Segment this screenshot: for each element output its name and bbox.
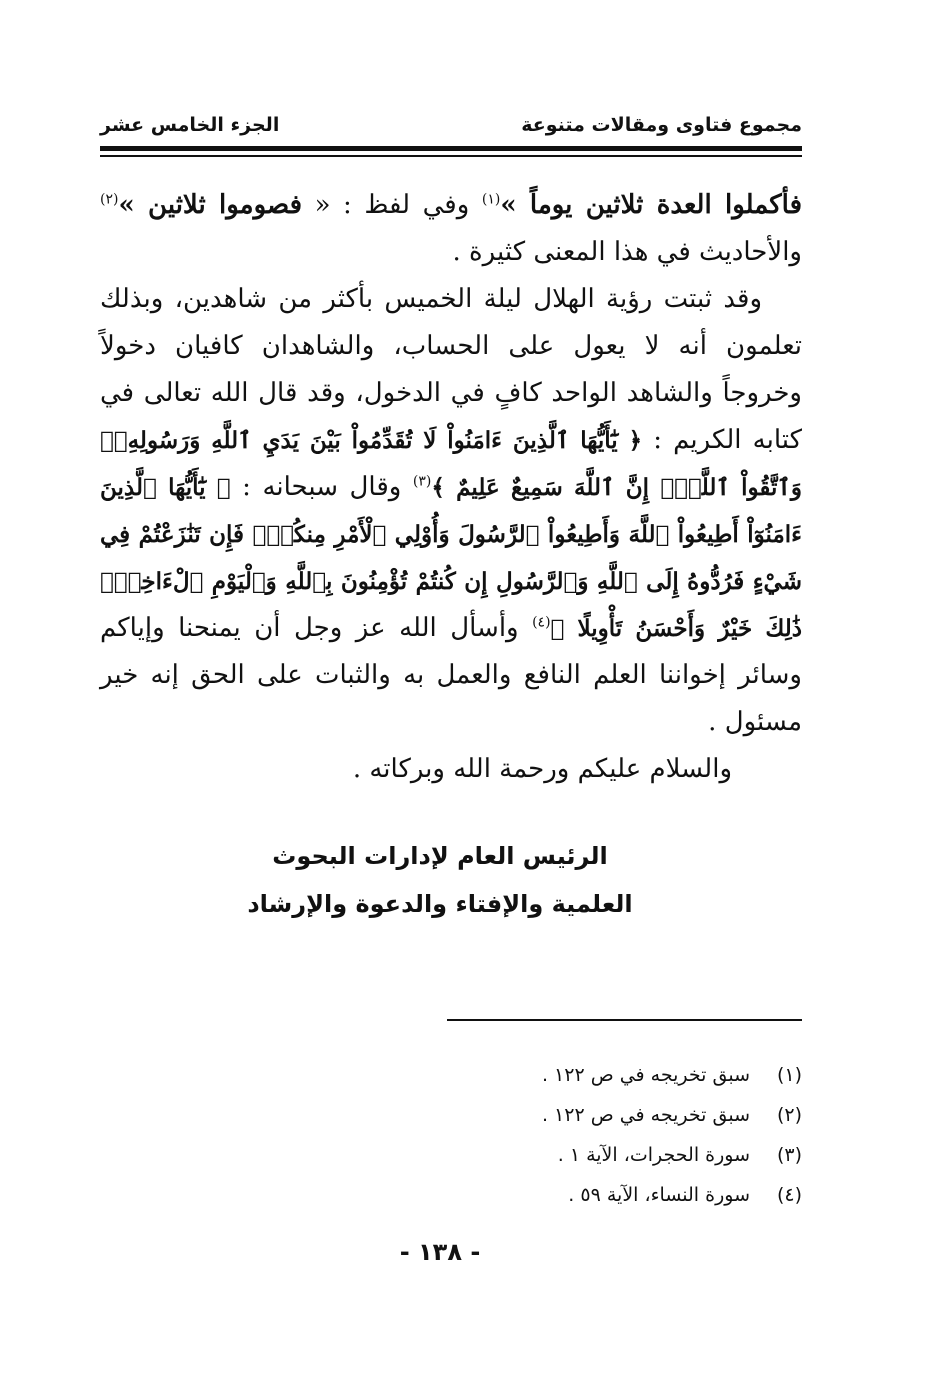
header-rule-thick <box>100 146 802 151</box>
footnote-ref-4: (٤) <box>532 614 551 631</box>
quran-verse-1: ﴿ يَٰٓأَيُّهَا ٱلَّذِينَ ءَامَنُواْ لَا تُقَدِّمُواْ بَيْنَ يَدَيِ ٱللَّهِ وَرَسُولِهِۦۖ وَٱتَّقُواْ ٱللَّهَۚ إِنَّ ٱللَّهَ سَمِيعٌ عَلِيمٌ ﴾ <box>100 427 803 501</box>
footnote-text: سورة النساء، الآية ٥٩ . <box>568 1184 750 1206</box>
header-rule-thin <box>100 155 802 157</box>
footnote-ref-1: (١) <box>481 191 501 208</box>
hadith-quote-1: فأكملوا العدة ثلاثين يوماً » <box>500 190 803 220</box>
text-fragment: وفي لفظ : « <box>302 190 482 220</box>
quran-verse-2: ﴿ يَٰٓأَيُّهَا ٱلَّذِينَ ءَامَنُوٓاْ أَطِيعُواْ ٱللَّهَ وَأَطِيعُواْ ٱلرَّسُولَ وَأُوْلِي ٱلْأَمْرِ مِنكُمْۖ فَإِن تَنَٰزَعْتُمْ فِي شَيْءٍ فَرُدُّوهُ إِلَى ٱللَّهِ وَٱلرَّسُولِ إِن كُنتُمْ تُؤْمِنُونَ بِٱللَّهِ وَٱلْيَوْمِ ٱلْءَاخِرِۚ ذَٰلِكَ خَيْرٌ وَأَحْسَنُ تَأْوِيلًا ﴾ <box>100 474 803 642</box>
text-fragment: والأحاديث في هذا المعنى كثيرة . <box>452 237 802 267</box>
paragraph-2 <box>100 276 802 746</box>
footnote-item <box>382 1055 802 1095</box>
volume-label: الجزء الخامس عشر <box>100 114 280 136</box>
footnote-separator <box>447 1019 802 1021</box>
main-text <box>100 182 802 793</box>
footnote-number: (٣) <box>776 1144 802 1166</box>
book-title: مجموع فتاوى ومقالات متنوعة <box>521 114 802 136</box>
footnote-number: (٢) <box>776 1104 802 1126</box>
footnote-item <box>382 1095 802 1135</box>
footnote-item <box>382 1135 802 1175</box>
footnote-text: سبق تخريجه في ص ١٢٢ . <box>541 1104 750 1126</box>
footnote-ref-2: (٢) <box>100 191 119 208</box>
footnote-item <box>382 1175 802 1215</box>
footnotes <box>382 1055 802 1215</box>
footnote-text: سبق تخريجه في ص ١٢٢ . <box>541 1064 750 1086</box>
closing-greeting: والسلام عليكم ورحمة الله وبركاته . <box>352 754 732 784</box>
footnote-ref-3: (٣) <box>412 473 432 490</box>
page-number: - ١٣٨ - <box>399 1238 481 1266</box>
footnote-text: سورة الحجرات، الآية ١ . <box>557 1144 750 1166</box>
text-fragment: وقال سبحانه : <box>230 472 413 502</box>
signature-line-1: الرئيس العام لإدارات البحوث <box>272 842 608 870</box>
signature-line-2: العلمية والإفتاء والدعوة والإرشاد <box>247 890 633 918</box>
signature-block <box>230 832 650 928</box>
footnote-number: (٤) <box>776 1184 802 1206</box>
footnote-number: (١) <box>776 1064 802 1086</box>
text-fragment: وقد ثبتت رؤية الهلال ليلة الخميس بأكثر من شاهدين، وبذلك تعلمون أنه لا يعول على الحساب، والشاهدان كافيان دخولاً وخروجاً والشاهد الواحد كافٍ في الدخول، وقد قال الله تعالى في كتابه الكريم : <box>100 284 802 455</box>
hadith-quote-2: فصوموا ثلاثين » <box>118 190 303 220</box>
running-header <box>100 112 802 146</box>
paragraph-1 <box>100 182 802 276</box>
text-fragment: وأسأل الله عز وجل أن يمنحنا وإياكم وسائر إخواننا العلم النافع والعمل به والثبات على الحق إنه خير مسئول . <box>100 613 802 737</box>
